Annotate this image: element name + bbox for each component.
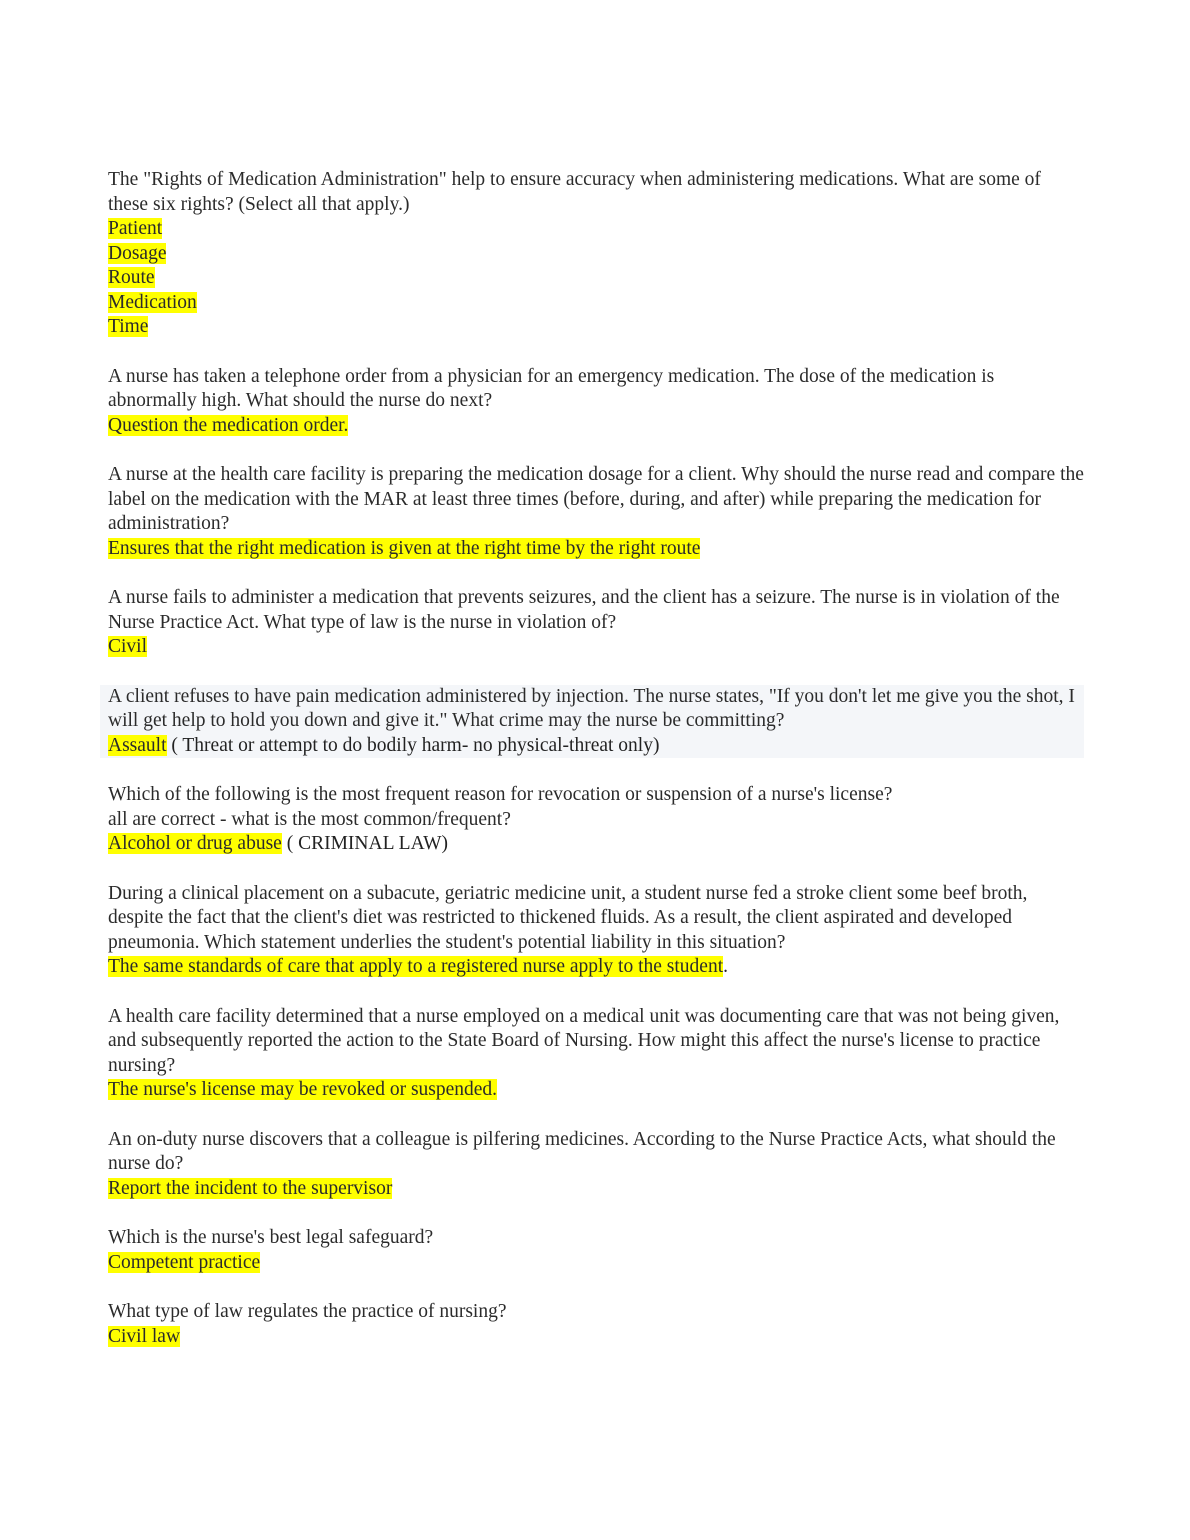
answer-line bbox=[108, 955, 1084, 980]
answer-line bbox=[108, 537, 1084, 562]
highlighted-answer: Civil bbox=[108, 636, 148, 657]
answer-list bbox=[108, 1251, 1084, 1276]
answer-line bbox=[108, 1325, 1084, 1350]
qa-item bbox=[108, 1226, 1084, 1275]
answer-line bbox=[108, 635, 1084, 660]
answer-list bbox=[108, 635, 1084, 660]
answer-note: ( CRIMINAL LAW) bbox=[281, 833, 448, 854]
highlighted-answer: Competent practice bbox=[108, 1251, 261, 1273]
qa-item bbox=[108, 168, 1084, 340]
answer-list bbox=[108, 734, 1084, 759]
question-text: An on-duty nurse discovers that a colleague is pilfering medicines. According to the Nurse Practice Acts, what should the nurse do? bbox=[108, 1128, 1056, 1174]
question-text: A health care facility determined that a nurse employed on a medical unit was documenting care that was not being given, and subsequently reported the action to the State Board of Nursing. How might this affect the nurse's license to practice nursing? bbox=[108, 1005, 1060, 1076]
answer-line bbox=[108, 1078, 1084, 1103]
answer-line bbox=[108, 266, 1084, 291]
question-text: A nurse at the health care facility is preparing the medication dosage for a client. Why should the nurse read and compare the label on the medication with the MAR at least three times (before, during, and after) while preparing the medication for administration? bbox=[108, 464, 1084, 534]
answer-list bbox=[108, 414, 1084, 439]
qa-item bbox=[108, 1300, 1084, 1349]
qa-item bbox=[108, 783, 1084, 857]
answer-note: . bbox=[723, 956, 729, 977]
highlighted-answer: Report the incident to the supervisor bbox=[108, 1177, 393, 1199]
question-text: A nurse fails to administer a medication that prevents seizures, and the client has a seizure. The nurse is in violation of the Nurse Practice Act. What type of law is the nurse in violation of? bbox=[108, 587, 1060, 633]
highlighted-answer: The same standards of care that apply to a registered nurse apply to the student bbox=[108, 956, 724, 977]
answer-list bbox=[108, 217, 1084, 340]
question-text: A nurse has taken a telephone order from a physician for an emergency medication. The dose of the medication is abnormally high. What should the nurse do next? bbox=[108, 365, 995, 411]
highlighted-answer: Route bbox=[108, 267, 155, 288]
qa-item bbox=[108, 1128, 1084, 1202]
qa-item bbox=[108, 365, 1084, 439]
answer-line bbox=[108, 832, 1084, 857]
answer-list bbox=[108, 955, 1084, 980]
highlighted-answer: The nurse's license may be revoked or suspended. bbox=[108, 1079, 498, 1100]
highlighted-answer: Time bbox=[108, 316, 149, 337]
answer-line bbox=[108, 242, 1084, 267]
answer-line bbox=[108, 1177, 1084, 1202]
qa-item bbox=[108, 586, 1084, 660]
question-text: Which is the nurse's best legal safeguard? bbox=[108, 1227, 434, 1248]
highlighted-answer: Dosage bbox=[108, 242, 167, 264]
highlighted-answer: Patient bbox=[108, 218, 163, 239]
highlighted-answer: Ensures that the right medication is given at the right time by the right route bbox=[108, 537, 701, 559]
highlighted-answer: Medication bbox=[108, 291, 197, 313]
question-text: The "Rights of Medication Administration" help to ensure accuracy when administering medications. What are some of these six rights? (Select all that apply.) bbox=[108, 169, 1041, 215]
answer-line bbox=[108, 315, 1084, 340]
question-text: A client refuses to have pain medication administered by injection. The nurse states, "If you don't let me give you the shot, I will get help to hold you down and give it." What crime may the nurse be committing? bbox=[108, 685, 1075, 731]
answer-line bbox=[108, 291, 1084, 316]
highlighted-answer: Alcohol or drug abuse bbox=[108, 833, 282, 854]
qa-item bbox=[108, 1005, 1084, 1103]
answer-line bbox=[108, 734, 1084, 759]
answer-line bbox=[108, 217, 1084, 242]
answer-list bbox=[108, 1177, 1084, 1202]
question-text: What type of law regulates the practice of nursing? bbox=[108, 1301, 507, 1322]
answer-line bbox=[108, 414, 1084, 439]
answer-line bbox=[108, 1251, 1084, 1276]
answer-note: ( Threat or attempt to do bodily harm- no physical-threat only) bbox=[166, 734, 660, 756]
qa-item bbox=[108, 463, 1084, 561]
answer-list bbox=[108, 537, 1084, 562]
answer-list bbox=[108, 1325, 1084, 1350]
highlighted-answer: Question the medication order. bbox=[108, 414, 349, 436]
question-text: Which of the following is the most frequent reason for revocation or suspension of a nurse's license? bbox=[108, 784, 893, 805]
document-body bbox=[108, 168, 1084, 1374]
highlighted-answer: Civil law bbox=[108, 1325, 181, 1347]
qa-item bbox=[108, 882, 1084, 980]
highlighted-answer: Assault bbox=[108, 734, 167, 756]
question-text: During a clinical placement on a subacute, geriatric medicine unit, a student nurse fed a stroke client some beef broth, despite the fact that the client's diet was restricted to thickened fluids. As a result, the client aspirated and developed pneumonia. Which statement underlies the student's potential liability in this situation? bbox=[108, 882, 1028, 953]
answer-list bbox=[108, 1078, 1084, 1103]
question-extra-text: all are correct - what is the most common/frequent? bbox=[108, 808, 511, 830]
answer-list bbox=[108, 832, 1084, 857]
qa-item-shaded bbox=[100, 685, 1084, 759]
